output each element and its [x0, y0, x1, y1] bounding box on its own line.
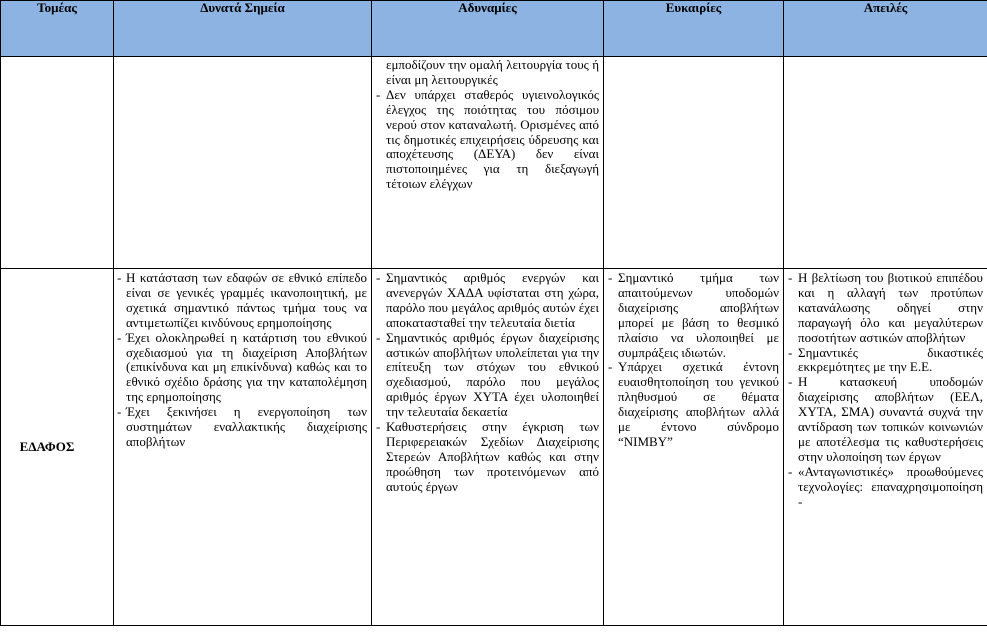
sector-label: ΕΔΑΦΟΣ	[19, 438, 75, 454]
list-item: - Έχει ολοκληρωθεί η κατάρτιση του εθνικού σχεδιασμού για τη διαχείριση Αποβλήτων (επικίνδυνα και μη επικίνδυνα) καθώς και το εθνικό σχέδιο δράσης για την καταπολέμηση της ερημοποίησης	[114, 331, 371, 406]
list-item: - Σημαντικός αριθμός ενεργών και ανενεργών ΧΑΔΑ υφίσταται στη χώρα, παρόλο που μεγάλος αριθμός αυτών έχει αποκατασταθεί την τελευταία διετία	[372, 271, 603, 331]
list-item: - Υπάρχει σχετικά έντονη ευαισθητοποίηση του γενικού πληθυσμού σε θέματα διαχείρισης αποβλήτων αλλά με έντονο σύνδρομο “NIMBY”	[604, 360, 783, 449]
opportunities-cell	[604, 269, 784, 626]
threats-cell	[784, 57, 987, 269]
list-item: - Καθυστερήσεις στην έγκριση των Περιφερειακών Σχεδίων Διαχείρισης Στερεών Αποβλήτων καθώς και στην προώθηση των προτεινόμενων από αυτούς έργων	[372, 420, 603, 495]
list-item: - «Ανταγωνιστικές» προωθούμενες τεχνολογίες: επαναχρησιμοποίηση -	[784, 465, 987, 510]
list-item: - Δεν υπάρχει σταθερός υγιεινολογικός έλεγχος της ποιότητας του πόσιμου νερού στον καταναλωτή. Ορισμένες από τις δημοτικές επιχειρήσεις ύδρευσης και αποχέτευσης (ΔΕΥΑ) δεν είναι πιστοποιημένες για τη διεξαγωγή τέτοιων ελέγχων	[372, 88, 603, 192]
opportunities-cell	[604, 57, 784, 269]
sector-cell	[1, 269, 114, 626]
threats-cell	[784, 269, 987, 626]
header-threats: Απειλές	[784, 1, 987, 57]
list-item: - Έχει ξεκινήσει η ενεργοποίηση των συστημάτων εναλλακτικής διαχείρισης αποβλήτων	[114, 405, 371, 450]
strengths-cell	[114, 269, 372, 626]
list-item: - Σημαντικές δικαστικές εκκρεμότητες με την Ε.Ε.	[784, 346, 987, 376]
list-item: εμποδίζουν την ομαλή λειτουργία τους ή είναι μη λειτουργικές	[386, 57, 599, 87]
weaknesses-cell	[372, 57, 604, 269]
header-sector: Τομέας	[1, 1, 114, 57]
list-item: - Σημαντικός αριθμός έργων διαχείρισης αστικών αποβλήτων υπολείπεται για την επίτευξη των στόχων του εθνικού σχεδιασμού, παρόλο που μεγάλος αριθμός έργων ΧΥΤΑ έχει υλοποιηθεί την τελευταία δεκαετία	[372, 331, 603, 420]
list-item: - Η κατάσταση των εδαφών σε εθνικό επίπεδο είναι σε γενικές γραμμές ικανοποιητική, με σχετικά σημαντικό πάντως τμήμα τους να αντιμετωπίζει κινδύνους ερημοποίησης	[114, 271, 371, 331]
header-opportunities: Ευκαιρίες	[604, 1, 784, 57]
header-strengths: Δυνατά Σημεία	[114, 1, 372, 57]
list-item: - Η βελτίωση του βιοτικού επιπέδου και η αλλαγή των προτύπων κατανάλωσης οδηγεί στην παραγωγή όλο και μεγαλύτερων ποσοτήτων αστικών αποβλήτων	[784, 271, 987, 346]
list-item: - Η κατασκευή υποδομών διαχείρισης αποβλήτων (ΕΕΛ, ΧΥΤΑ, ΣΜΑ) συναντά συχνά την αντίδραση των τοπικών κοινωνιών με αποτέλεσμα τις καθυστερήσεις στην υλοποίηση των έργων	[784, 375, 987, 464]
table-row	[1, 57, 987, 269]
list-item: - Σημαντικό τμήμα των απαιτούμενων υποδομών διαχείρισης αποβλήτων μπορεί με βάση το θεσμικό πλαίσιο να υλοποιηθεί με συμπράξεις ιδιωτών.	[604, 271, 783, 360]
sector-cell	[1, 57, 114, 269]
table-row	[1, 269, 987, 626]
header-row	[1, 1, 987, 57]
weaknesses-cell	[372, 269, 604, 626]
strengths-cell	[114, 57, 372, 269]
header-weaknesses: Αδυναμίες	[372, 1, 604, 57]
